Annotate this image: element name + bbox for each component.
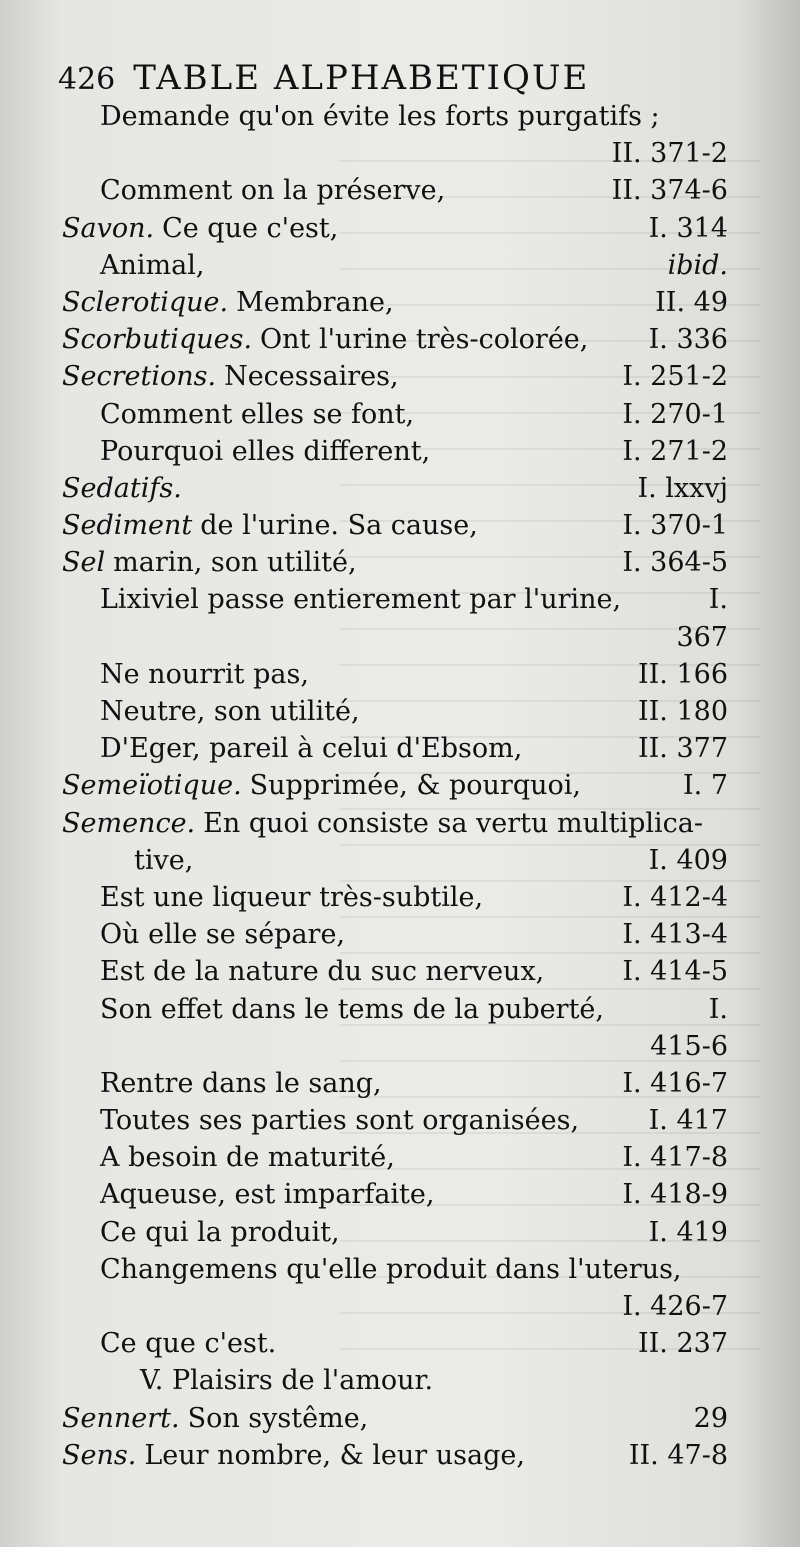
index-line — [0, 1288, 800, 1325]
index-line-text — [140, 1362, 433, 1399]
index-line — [0, 284, 800, 321]
index-line — [0, 1400, 800, 1437]
index-line — [0, 172, 800, 209]
index-line-text — [100, 1251, 682, 1288]
entry-description: Animal, — [100, 249, 205, 281]
page-reference: I. 364-5 — [622, 547, 728, 579]
index-line — [0, 470, 800, 507]
index-line-text — [62, 210, 338, 247]
index-line — [0, 396, 800, 433]
index-line — [0, 544, 800, 581]
index-line-text — [100, 1325, 276, 1362]
entry-description: tive, — [134, 844, 194, 876]
entry-headword: Secretions. — [62, 361, 217, 393]
index-line-text — [62, 1437, 525, 1474]
entry-headword: Sclerotique. — [62, 286, 229, 318]
entry-description: de l'urine. Sa cause, — [200, 510, 478, 542]
page-reference: I. 418-9 — [622, 1179, 728, 1211]
page-reference: I. 314 — [648, 212, 728, 244]
index-line — [0, 247, 800, 284]
index-line-text — [62, 470, 190, 507]
entry-description: Membrane, — [236, 286, 394, 318]
entry-description: Comment on la préserve, — [100, 175, 446, 207]
index-line — [0, 135, 800, 172]
entry-headword: Savon. — [62, 212, 155, 244]
entry-description: Rentre dans le sang, — [100, 1067, 382, 1099]
entry-description: Son systême, — [187, 1402, 369, 1434]
entry-headword: Sel — [62, 547, 106, 579]
entry-headword: Sedatifs. — [62, 472, 182, 504]
index-line — [0, 1251, 800, 1288]
index-line — [0, 767, 800, 804]
index-line — [0, 1176, 800, 1213]
page-reference: 415-6 — [650, 1030, 728, 1062]
index-line-text — [62, 284, 394, 321]
entry-description: Aqueuse, est imparfaite, — [100, 1179, 435, 1211]
index-line-text — [62, 767, 581, 804]
entry-headword: Semence. — [62, 807, 196, 839]
entry-headword: Sens. — [62, 1439, 137, 1471]
page-reference: I. — [708, 993, 728, 1025]
index-line — [0, 1362, 800, 1399]
index-line-text — [62, 358, 399, 395]
index-line-text — [100, 991, 604, 1028]
page-reference: 29 — [693, 1402, 728, 1434]
index-line-text — [100, 581, 621, 618]
index-line-text — [100, 396, 414, 433]
entry-headword: Scorbutiques. — [62, 324, 253, 356]
entry-description: Toutes ses parties sont organisées, — [100, 1105, 580, 1137]
entry-description: Leur nombre, & leur usage, — [144, 1439, 525, 1471]
index-line — [0, 507, 800, 544]
index-line — [0, 805, 800, 842]
index-line — [0, 1028, 800, 1065]
index-line-text — [62, 805, 703, 842]
index-line-text — [100, 1176, 434, 1213]
index-line — [0, 1102, 800, 1139]
entry-description: marin, son utilité, — [113, 547, 357, 579]
index-entries — [0, 98, 800, 1474]
index-line-text — [100, 1214, 340, 1251]
index-line — [0, 1214, 800, 1251]
entry-description: Changemens qu'elle produit dans l'uterus, — [100, 1253, 682, 1285]
entry-description: Neutre, son utilité, — [100, 696, 360, 727]
entry-description: Ce que c'est, — [162, 212, 339, 244]
index-line — [0, 581, 800, 618]
page-reference: I. 409 — [648, 844, 728, 876]
index-line-text — [100, 730, 522, 767]
index-line-text — [100, 433, 430, 470]
index-line — [0, 656, 800, 693]
running-header — [58, 58, 589, 98]
page-reference: II. 371-2 — [611, 138, 728, 170]
page-reference: I. 414-5 — [622, 956, 728, 988]
index-line — [0, 953, 800, 990]
entry-description: Ont l'urine très-colorée, — [260, 324, 589, 356]
entry-headword: Sennert. — [62, 1402, 180, 1434]
entry-description: Pourquoi elles different, — [100, 435, 431, 467]
entry-description: Son effet dans le tems de la puberté, — [100, 993, 604, 1025]
index-line — [0, 98, 800, 135]
page-reference: I. — [708, 584, 728, 616]
page-reference: ibid. — [667, 249, 728, 281]
index-line — [0, 619, 800, 656]
index-line — [0, 879, 800, 916]
index-line — [0, 1437, 800, 1474]
index-line — [0, 693, 800, 730]
index-line-text — [100, 693, 360, 730]
index-line-text — [100, 98, 660, 135]
index-line — [0, 730, 800, 767]
index-line — [0, 210, 800, 247]
page-reference: 367 — [676, 621, 728, 653]
index-line-text — [62, 1400, 368, 1437]
index-line-text — [100, 1102, 579, 1139]
index-line-text — [100, 916, 345, 953]
page-reference: I. 271-2 — [622, 435, 728, 467]
entry-description: Où elle se sépare, — [100, 919, 346, 951]
entry-description: Ce que c'est. — [100, 1328, 277, 1360]
page-reference: II. 180 — [637, 696, 728, 727]
entry-headword: Sediment — [62, 510, 193, 542]
index-line — [0, 1139, 800, 1176]
index-line — [0, 991, 800, 1028]
index-line-text — [62, 507, 478, 544]
header-title: TABLE ALPHABETIQUE — [133, 58, 590, 98]
page-reference: II. 47-8 — [628, 1439, 728, 1471]
page-number: 426 — [58, 62, 116, 97]
page-reference: I. 336 — [648, 324, 728, 356]
page-reference: II. 166 — [637, 658, 728, 690]
entry-description: Est de la nature du suc nerveux, — [100, 956, 545, 988]
entry-description: A besoin de maturité, — [100, 1142, 395, 1174]
index-line — [0, 358, 800, 395]
index-line-text — [100, 1139, 395, 1176]
page-reference: II. 377 — [637, 733, 728, 765]
entry-description: Ce qui la produit, — [100, 1216, 340, 1248]
index-line — [0, 842, 800, 879]
page-reference: I. 419 — [648, 1216, 728, 1248]
entry-description: En quoi consiste sa vertu multiplica- — [203, 807, 703, 839]
page-reference: I. lxxvj — [637, 472, 728, 504]
page-reference: I. 417-8 — [622, 1142, 728, 1174]
page-reference: II. 237 — [637, 1328, 728, 1360]
index-line — [0, 1065, 800, 1102]
index-line-text — [100, 953, 544, 990]
index-line — [0, 321, 800, 358]
index-line — [0, 1325, 800, 1362]
page-reference: I. 413-4 — [622, 919, 728, 951]
page-reference: I. 417 — [648, 1105, 728, 1137]
page-reference: II. 49 — [655, 286, 728, 318]
page-reference: I. 7 — [682, 770, 728, 802]
page-reference: I. 251-2 — [622, 361, 728, 393]
page-reference: I. 412-4 — [622, 881, 728, 913]
page-reference: I. 416-7 — [622, 1067, 728, 1099]
index-line-text — [100, 1065, 382, 1102]
index-line-text — [100, 247, 204, 284]
page-reference: I. 270-1 — [622, 398, 728, 430]
entry-description: Comment elles se font, — [100, 398, 415, 430]
entry-description: D'Eger, pareil à celui d'Ebsom, — [100, 733, 523, 765]
index-line-text — [100, 879, 483, 916]
index-line — [0, 916, 800, 953]
page-reference: II. 374-6 — [611, 175, 728, 207]
index-line-text — [62, 544, 357, 581]
entry-description: Demande qu'on évite les forts purgatifs ; — [100, 101, 660, 132]
index-line-text — [100, 172, 445, 209]
index-line-text — [62, 321, 588, 358]
entry-description: Supprimée, & pourquoi, — [249, 770, 581, 802]
index-line-text — [134, 842, 193, 879]
page-reference: I. 370-1 — [622, 510, 728, 542]
index-line — [0, 433, 800, 470]
index-line-text — [100, 656, 309, 693]
page-reference: I. 426-7 — [622, 1291, 728, 1322]
entry-description: Ne nourrit pas, — [100, 658, 309, 690]
entry-description: Lixiviel passe entierement par l'urine, — [100, 584, 622, 616]
entry-headword: Semeïotique. — [62, 770, 242, 802]
entry-description: Necessaires, — [224, 361, 399, 393]
entry-description: Est une liqueur très-subtile, — [100, 881, 484, 913]
entry-description: V. Plaisirs de l'amour. — [140, 1365, 434, 1397]
